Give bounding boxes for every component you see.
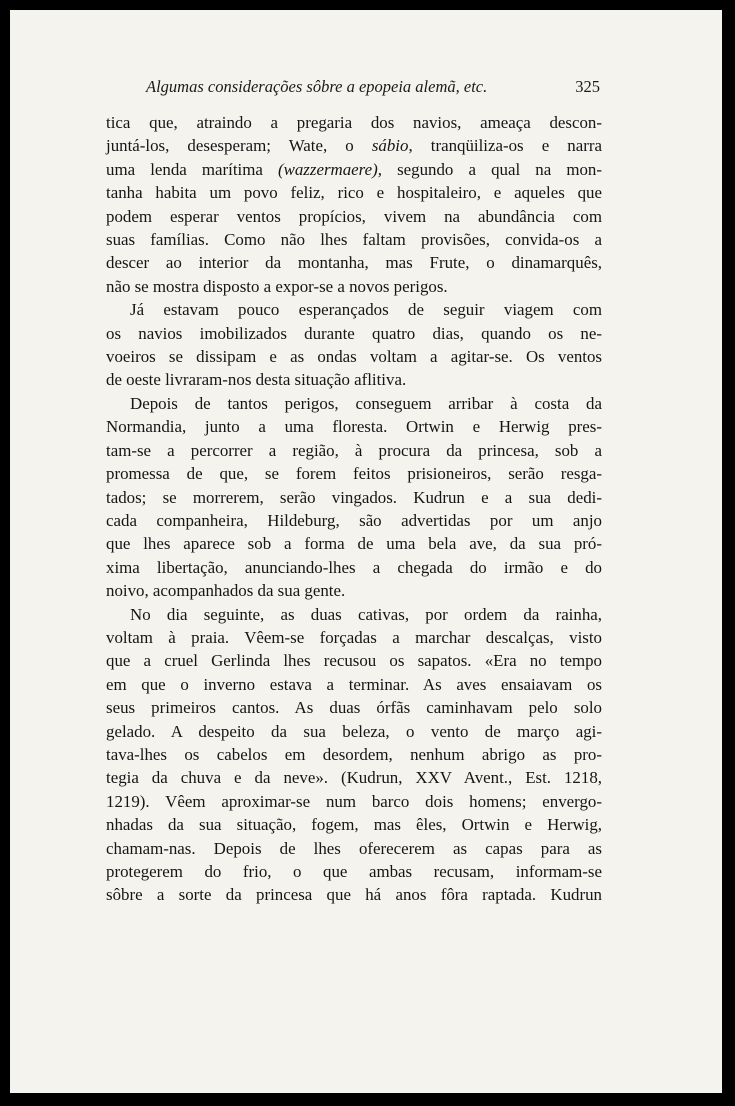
- text-line: de oeste livraram-nos desta situação aflitiva.: [106, 370, 407, 390]
- text-line: nhadas da sua situação, fogem, mas êles, Ortwin e Herwig,: [106, 815, 602, 835]
- text-line: No dia seguinte, as duas cativas, por ordem da rainha,: [130, 604, 602, 624]
- text-line: Já estavam pouco esperançados de seguir viagem com: [130, 300, 602, 320]
- page-header: [10, 76, 722, 100]
- text-line: tam-se a percorrer a região, à procura da princesa, sob a: [106, 440, 602, 460]
- text-line: 1219). Vêem aproximar-se num barco dois homens; envergo-: [106, 791, 602, 811]
- emphasis: (wazzermaere),: [277, 159, 382, 179]
- text-line: voltam à praia. Vêem-se forçadas a marchar descalças, visto: [106, 627, 602, 647]
- paragraph-4: [106, 603, 602, 907]
- text-line: Normandia, junto a uma floresta. Ortwin e Herwig pres-: [106, 417, 602, 437]
- text-line: os navios imobilizados durante quatro dias, quando os ne-: [106, 323, 602, 343]
- text-line: não se mostra disposto a expor-se a novos perigos.: [106, 276, 448, 296]
- text-line: que lhes aparece sob a forma de uma bela ave, da sua pró-: [106, 534, 602, 554]
- text-line: gelado. A despeito da sua beleza, o vento de março agi-: [106, 721, 602, 741]
- text-line: sôbre a sorte da princesa que há anos fôra raptada. Kudrun: [106, 885, 602, 905]
- text-line: uma lenda marítima (wazzermaere), segundo a qual na mon-: [106, 159, 602, 179]
- book-page: [10, 10, 722, 1093]
- text-line: seus primeiros cantos. As duas órfãs caminhavam pelo solo: [106, 698, 602, 718]
- text-line: descer ao interior da montanha, mas Frute, o dinamarquês,: [106, 253, 602, 273]
- text-line: tica que, atraindo a pregaria dos navios, ameaça descon-: [106, 113, 602, 132]
- text-line: cada companheira, Hildeburg, são advertidas por um anjo: [106, 510, 602, 530]
- text-line: podem esperar ventos propícios, vivem na abundância com: [106, 206, 602, 226]
- text-line: tegia da chuva e da neve». (Kudrun, XXV Avent., Est. 1218,: [106, 768, 602, 788]
- text-line: xima libertação, anunciando-lhes a chegada do irmão e do: [106, 557, 602, 577]
- paragraph-2: [106, 298, 602, 392]
- emphasis: sábio: [371, 136, 409, 156]
- text-line: chamam-nas. Depois de lhes oferecerem as capas para as: [106, 838, 602, 858]
- text-line: juntá-los, desesperam; Wate, o sábio, tranqüiliza-os e narra: [106, 136, 602, 156]
- text-line: Depois de tantos perigos, conseguem arribar à costa da: [130, 393, 602, 413]
- paragraph-3: [106, 392, 602, 603]
- paragraph-1: [106, 111, 602, 298]
- text-line: suas famílias. Como não lhes faltam provisões, convida-os a: [106, 230, 602, 250]
- text-line: noivo, acompanhados da sua gente.: [106, 581, 346, 601]
- text-line: voeiros se dissipam e as ondas voltam a agitar-se. Os ventos: [106, 347, 602, 367]
- text-line: protegerem do frio, o que ambas recusam, informam-se: [106, 862, 602, 881]
- text-line: em que o inverno estava a terminar. As aves ensaiavam os: [106, 674, 602, 694]
- text-line: tados; se morrerem, serão vingados. Kudrun e a sua dedi-: [106, 487, 602, 507]
- text-line: tava-lhes os cabelos em desordem, nenhum abrigo as pro-: [106, 744, 602, 764]
- text-line: promessa de que, se forem feitos prisioneiros, serão resga-: [106, 464, 602, 484]
- text-line: tanha habita um povo feliz, rico e hospitaleiro, e aqueles que: [106, 183, 602, 203]
- running-title: Algumas considerações sôbre a epopeia alemã, etc.: [146, 77, 488, 96]
- page-number: 325: [575, 77, 600, 96]
- body-text: [106, 111, 602, 907]
- text-line: que a cruel Gerlinda lhes recusou os sapatos. «Era no tempo: [106, 651, 602, 671]
